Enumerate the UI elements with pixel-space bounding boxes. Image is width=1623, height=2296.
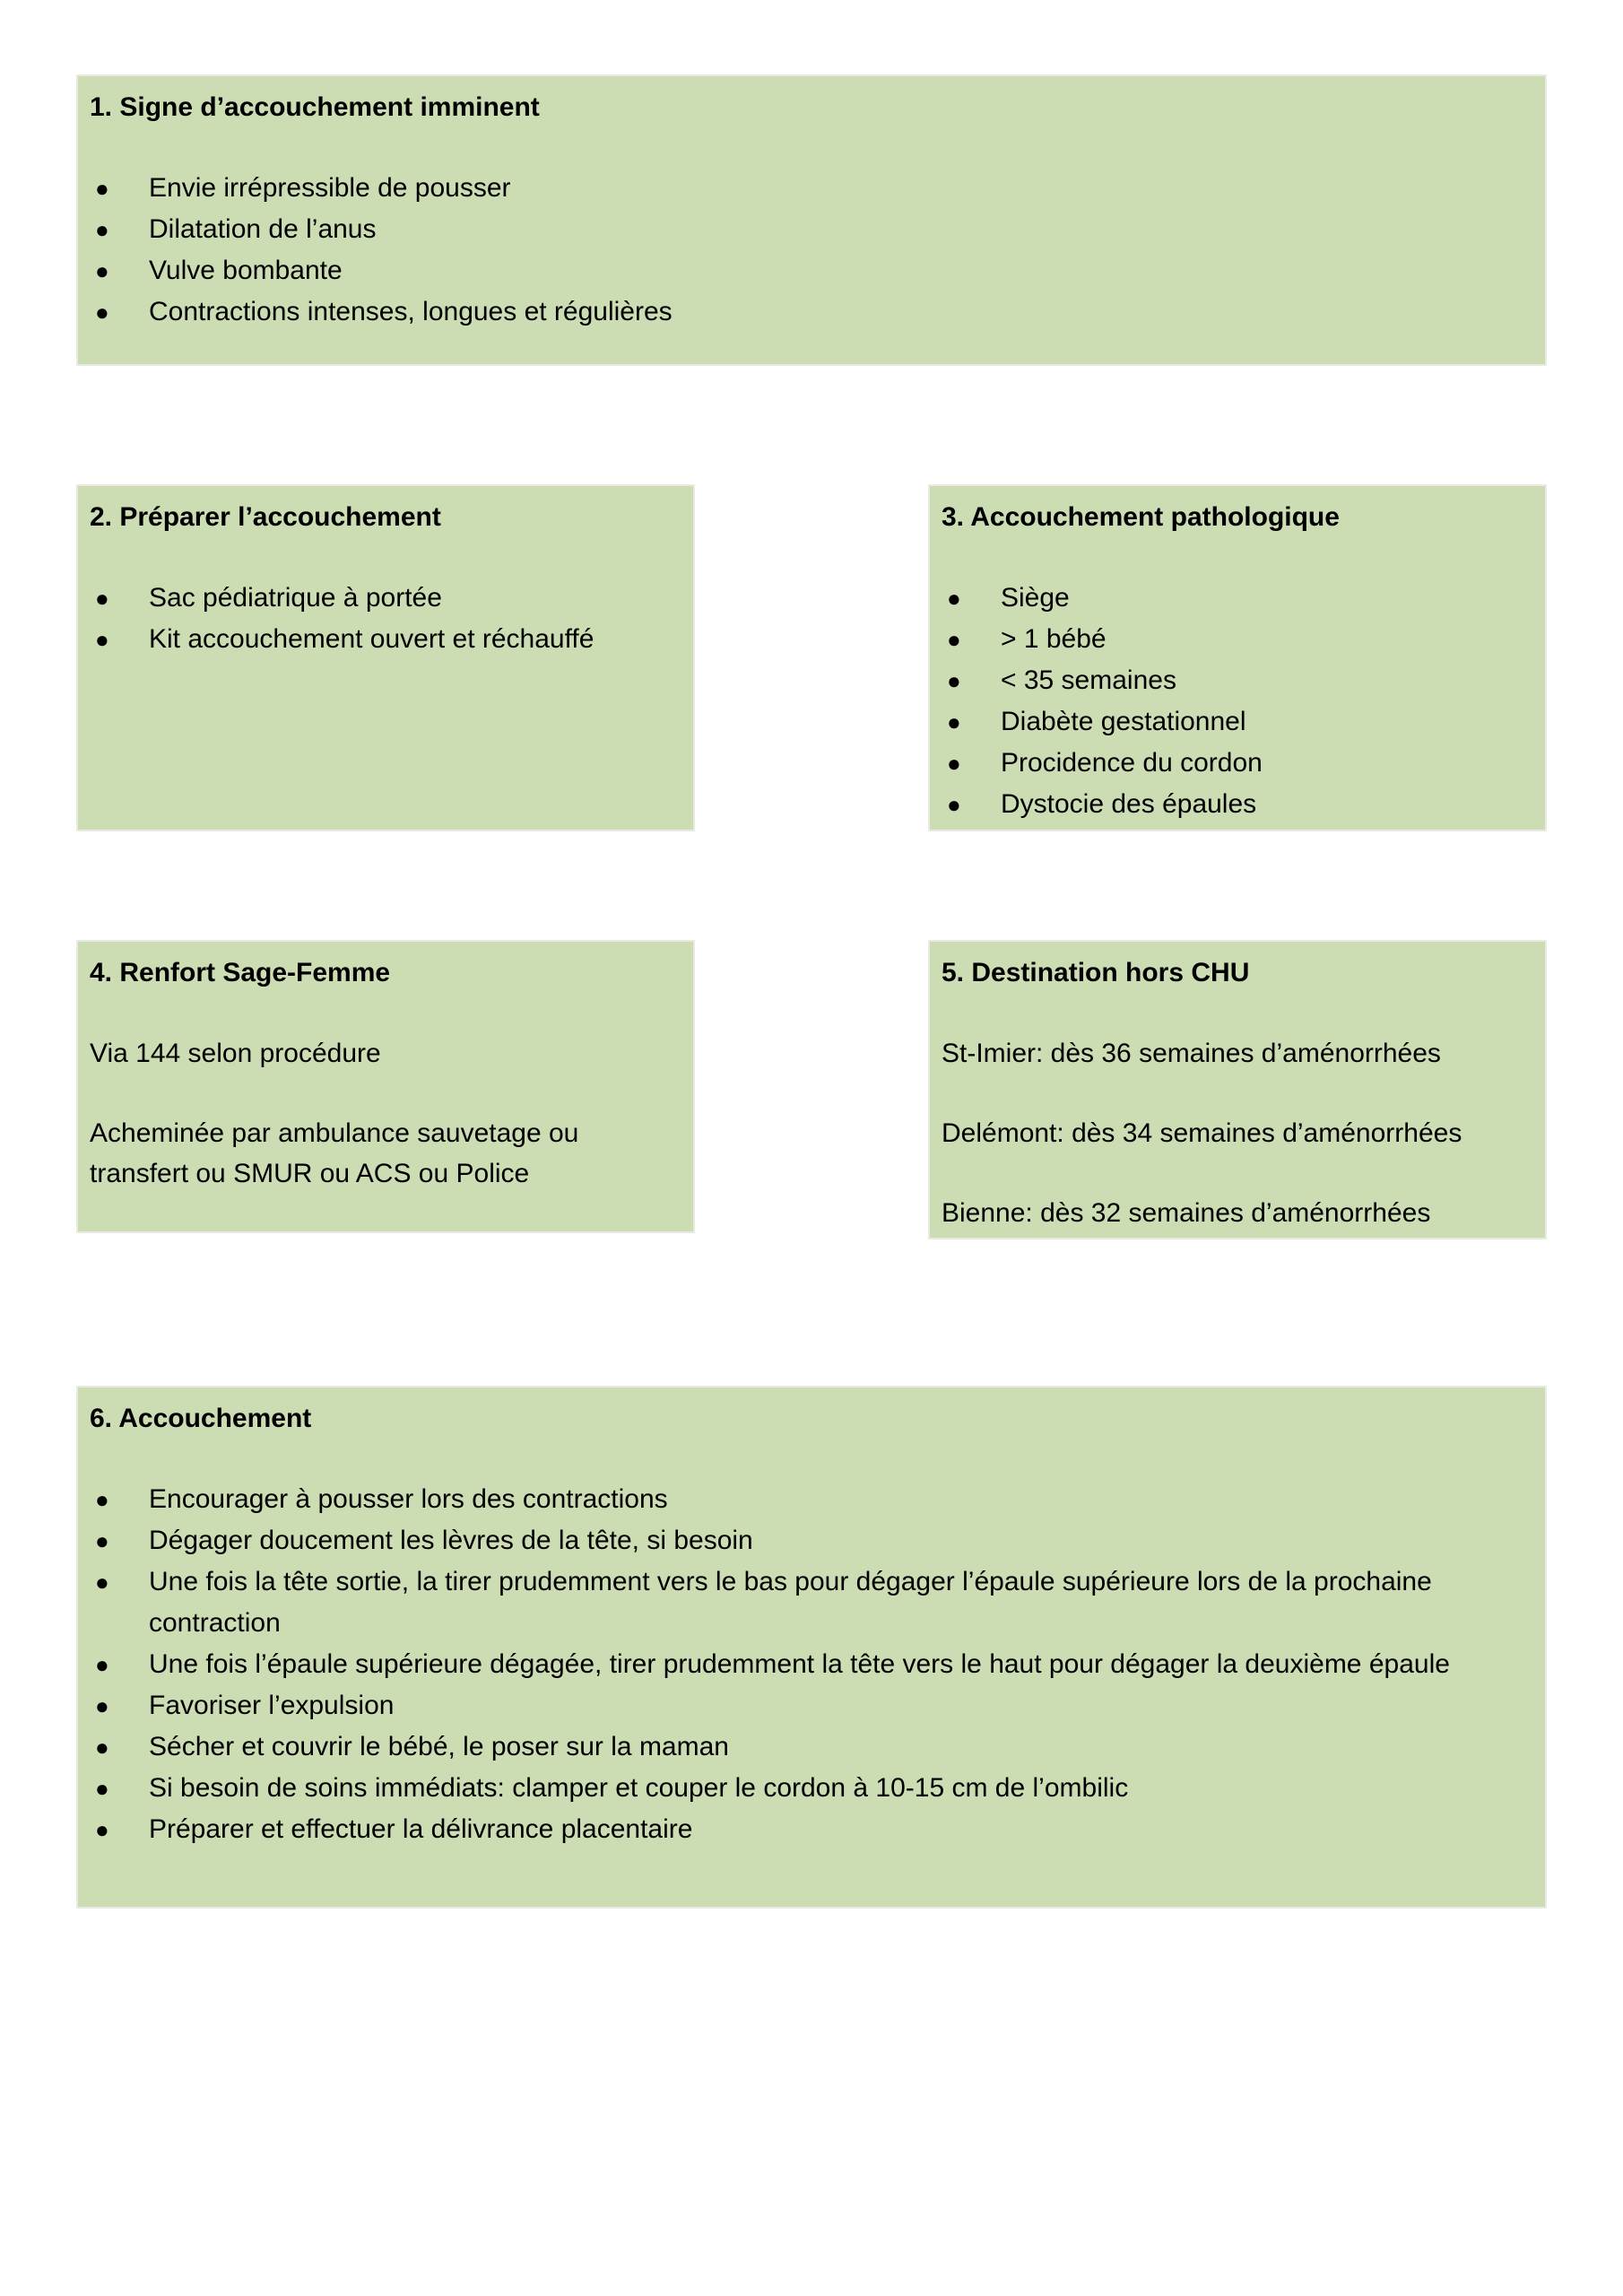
section-accouchement: [76, 1386, 1547, 1909]
bullet-item: [90, 1768, 1532, 1809]
bullet-item: [942, 578, 1532, 619]
bullet-text: > 1 bébé: [1001, 624, 1107, 654]
bullet-icon: ●: [95, 1816, 109, 1843]
section-signe-accouchement-imminent: [76, 74, 1547, 366]
bullet-icon: ●: [95, 1734, 109, 1761]
bullet-text: Dilatation de l’anus: [149, 214, 377, 244]
bullet-text: Procidence du cordon: [1001, 748, 1263, 778]
bullet-list: [90, 578, 680, 660]
bullet-text: Encourager à pousser lors des contractions: [149, 1484, 668, 1514]
bullet-text: Vulve bombante: [149, 256, 343, 285]
bullet-item: [90, 1479, 1532, 1520]
bullet-icon: ●: [95, 1692, 109, 1719]
paragraph: Bienne: dès 32 semaines d’aménorrhées: [942, 1198, 1431, 1228]
bullet-icon: ●: [95, 1651, 109, 1678]
bullet-icon: ●: [947, 626, 961, 653]
bullet-item: [90, 209, 1532, 250]
bullet-icon: ●: [95, 257, 109, 284]
bullet-text: < 35 semaines: [1001, 665, 1176, 695]
bullet-list: [90, 168, 1532, 333]
section-title: 5. Destination hors CHU: [942, 958, 1250, 987]
bullet-icon: ●: [95, 175, 109, 202]
bullet-icon: ●: [95, 216, 109, 243]
section-title: 1. Signe d’accouchement imminent: [90, 92, 540, 122]
bullet-item: [90, 1561, 1532, 1644]
bullet-item: [90, 1726, 1532, 1768]
bullet-icon: ●: [95, 626, 109, 653]
bullet-icon: ●: [947, 709, 961, 735]
bullet-icon: ●: [95, 1486, 109, 1513]
paragraph: Acheminée par ambulance sauvetage ou transfert ou SMUR ou ACS ou Police: [90, 1118, 579, 1188]
bullet-item: [90, 1809, 1532, 1850]
bullet-text: Si besoin de soins immédiats: clamper et couper le cordon à 10-15 cm de l’ombilic: [149, 1773, 1129, 1803]
bullet-text: Une fois l’épaule supérieure dégagée, tirer prudemment la tête vers le haut pour dégager la deuxième épaule: [149, 1649, 1450, 1679]
bullet-item: [90, 250, 1532, 291]
bullet-icon: ●: [947, 667, 961, 694]
bullet-text: Dystocie des épaules: [1001, 789, 1257, 819]
section-accouchement-pathologique: [928, 484, 1547, 831]
bullet-item: [90, 291, 1532, 333]
bullet-text: Préparer et effectuer la délivrance placentaire: [149, 1814, 693, 1844]
bullet-item: [942, 619, 1532, 660]
bullet-icon: ●: [947, 585, 961, 612]
bullet-text: Sac pédiatrique à portée: [149, 583, 442, 613]
bullet-item: [942, 784, 1532, 825]
bullet-icon: ●: [95, 1569, 109, 1596]
bullet-item: [90, 1685, 1532, 1726]
section-renfort-sage-femme: [76, 940, 695, 1233]
bullet-icon: ●: [947, 750, 961, 777]
section-title: 2. Préparer l’accouchement: [90, 502, 441, 532]
bullet-item: [90, 578, 680, 619]
bullet-item: [90, 1520, 1532, 1561]
bullet-text: Diabète gestationnel: [1001, 707, 1246, 736]
bullet-item: [90, 1644, 1532, 1685]
bullet-text: Favoriser l’expulsion: [149, 1691, 395, 1720]
bullet-icon: ●: [95, 1527, 109, 1554]
bullet-text: Envie irrépressible de pousser: [149, 173, 511, 203]
section-title: 4. Renfort Sage-Femme: [90, 958, 391, 987]
paragraph: St-Imier: dès 36 semaines d’aménorrhées: [942, 1039, 1441, 1068]
bullet-item: [90, 619, 680, 660]
paragraph: Delémont: dès 34 semaines d’aménorrhées: [942, 1118, 1462, 1148]
section-title: 6. Accouchement: [90, 1404, 312, 1433]
bullet-text: Kit accouchement ouvert et réchauffé: [149, 624, 595, 654]
bullet-icon: ●: [95, 299, 109, 326]
bullet-icon: ●: [95, 585, 109, 612]
section-title: 3. Accouchement pathologique: [942, 502, 1340, 532]
bullet-text: Contractions intenses, longues et régulières: [149, 297, 673, 326]
bullet-text: Dégager doucement les lèvres de la tête, si besoin: [149, 1526, 753, 1555]
section-destination-hors-chu: [928, 940, 1547, 1239]
bullet-item: [942, 701, 1532, 743]
bullet-text: Sécher et couvrir le bébé, le poser sur la maman: [149, 1732, 729, 1761]
bullet-item: [90, 168, 1532, 209]
bullet-item: [942, 743, 1532, 784]
bullet-text: Siège: [1001, 583, 1070, 613]
bullet-icon: ●: [947, 791, 961, 818]
bullet-list: [942, 578, 1532, 825]
bullet-icon: ●: [95, 1775, 109, 1802]
paragraph: Via 144 selon procédure: [90, 1039, 381, 1068]
bullet-item: [942, 660, 1532, 701]
section-preparer-accouchement: [76, 484, 695, 831]
bullet-text: Une fois la tête sortie, la tirer prudemment vers le bas pour dégager l’épaule supérieure lors de la prochaine contraction: [149, 1567, 1432, 1638]
bullet-list: [90, 1479, 1532, 1850]
